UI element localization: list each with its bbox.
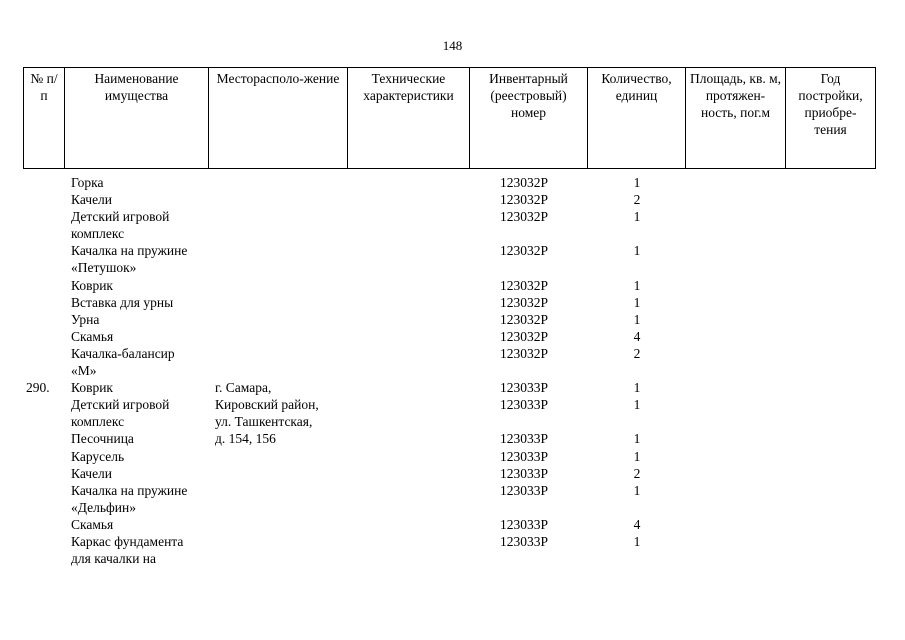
- item-name-line: для качалки на: [71, 551, 157, 567]
- quantity: 4: [633, 328, 641, 344]
- item-name: [71, 516, 113, 533]
- table-row: [23, 379, 875, 396]
- quantity: 1: [633, 533, 641, 549]
- inventory-number: 123033Р: [500, 397, 549, 413]
- item-name: [71, 396, 169, 430]
- item-name-line: Горка: [71, 175, 104, 190]
- item-name: [71, 533, 183, 567]
- header-name: Наименование имущества: [65, 68, 209, 169]
- item-name-line: Качели: [71, 465, 113, 481]
- table-row: [23, 448, 875, 465]
- header-tech: Технические характеристики: [348, 68, 470, 169]
- table-row: [23, 533, 875, 567]
- item-name-line: Каркас фундамента: [71, 533, 184, 549]
- quantity: 2: [633, 465, 641, 481]
- inventory-number: 123033Р: [500, 448, 549, 464]
- item-location-line: Кировский район,: [215, 397, 319, 413]
- item-location-line: ул. Ташкентская,: [215, 414, 313, 430]
- inventory-number: 123033Р: [500, 482, 549, 498]
- header-quantity: Количество, единиц: [588, 68, 686, 169]
- item-name-line: Качалка-балансир: [71, 345, 175, 361]
- table-row: [23, 345, 875, 379]
- item-name: [71, 208, 169, 242]
- header-number: № п/п: [24, 68, 65, 169]
- table-row: [23, 242, 875, 276]
- item-name: [71, 482, 187, 516]
- item-location: [215, 396, 319, 430]
- inventory-number: 123032Р: [500, 345, 549, 361]
- quantity: 4: [633, 516, 641, 532]
- quantity: 1: [633, 431, 641, 447]
- table-row: [23, 191, 875, 208]
- item-name: [71, 242, 187, 276]
- table-row: [23, 396, 875, 430]
- item-name-line: комплекс: [71, 226, 125, 242]
- table-row: [23, 311, 875, 328]
- table-row: [23, 430, 875, 447]
- item-name-line: Скамья: [71, 328, 114, 344]
- item-name: [71, 174, 103, 191]
- inventory-number: 123032Р: [500, 175, 549, 190]
- inventory-number: 123033Р: [500, 431, 549, 447]
- item-name-line: Коврик: [71, 380, 113, 396]
- table-row: [23, 516, 875, 533]
- quantity: 1: [633, 243, 641, 259]
- table-row: [23, 328, 875, 345]
- table-header: [23, 67, 876, 169]
- row-number: 290.: [26, 380, 50, 396]
- inventory-number: 123032Р: [500, 277, 549, 293]
- inventory-number: 123032Р: [500, 192, 549, 208]
- item-name: [71, 430, 134, 447]
- item-name-line: Детский игровой: [71, 397, 170, 413]
- table-body: [23, 174, 875, 567]
- table-row: [23, 277, 875, 294]
- table-row: [23, 208, 875, 242]
- item-name-line: Качалка на пружине: [71, 243, 188, 259]
- item-name-line: Урна: [71, 311, 100, 327]
- inventory-number: 123032Р: [500, 328, 549, 344]
- inventory-number: 123033Р: [500, 533, 549, 549]
- inventory-number: 123032Р: [500, 243, 549, 259]
- page-number: 148: [442, 38, 463, 53]
- header-area: Площадь, кв. м, протяжен-ность, пог.м: [686, 68, 786, 169]
- item-name-line: Скамья: [71, 516, 114, 532]
- item-name: [71, 379, 113, 396]
- quantity: 2: [633, 345, 641, 361]
- inventory-number: 123033Р: [500, 516, 549, 532]
- item-name-line: комплекс: [71, 414, 125, 430]
- header-inventory: Инвентарный (реестровый) номер: [470, 68, 588, 169]
- item-name-line: Карусель: [71, 448, 125, 464]
- item-name: [71, 465, 112, 482]
- quantity: 2: [633, 192, 641, 208]
- item-name-line: Качалка на пружине: [71, 482, 188, 498]
- table-row: [23, 465, 875, 482]
- item-location-line: г. Самара,: [215, 380, 272, 396]
- item-name-line: «Петушок»: [71, 260, 137, 276]
- item-name-line: Вставка для урны: [71, 294, 174, 310]
- item-name-line: «М»: [71, 363, 97, 379]
- quantity: 1: [633, 175, 641, 190]
- quantity: 1: [633, 294, 641, 310]
- table-row: [23, 174, 875, 191]
- quantity: 1: [633, 482, 641, 498]
- item-name-line: «Дельфин»: [71, 499, 136, 515]
- item-name: [71, 328, 113, 345]
- quantity: 1: [633, 209, 641, 225]
- item-name: [71, 277, 113, 294]
- inventory-number: 123032Р: [500, 311, 549, 327]
- item-name: [71, 294, 173, 311]
- item-name-line: Качели: [71, 192, 113, 208]
- quantity: 1: [633, 380, 641, 396]
- quantity: 1: [633, 448, 641, 464]
- item-location: [215, 379, 271, 396]
- inventory-number: 123033Р: [500, 465, 549, 481]
- item-name: [71, 345, 175, 379]
- quantity: 1: [633, 277, 641, 293]
- quantity: 1: [633, 311, 641, 327]
- inventory-number: 123033Р: [500, 380, 549, 396]
- inventory-number: 123032Р: [500, 209, 549, 225]
- item-name-line: Коврик: [71, 277, 113, 293]
- header-year: Год постройки, приобре-тения: [786, 68, 876, 169]
- item-name: [71, 191, 112, 208]
- table-row: [23, 482, 875, 516]
- item-name: [71, 311, 99, 328]
- quantity: 1: [633, 397, 641, 413]
- item-location-line: д. 154, 156: [215, 431, 276, 447]
- table-row: [23, 294, 875, 311]
- item-location: [215, 430, 276, 447]
- header-location: Месторасполо-жение: [209, 68, 348, 169]
- item-name-line: Песочница: [71, 431, 134, 447]
- item-name-line: Детский игровой: [71, 209, 170, 225]
- inventory-number: 123032Р: [500, 294, 549, 310]
- item-name: [71, 448, 124, 465]
